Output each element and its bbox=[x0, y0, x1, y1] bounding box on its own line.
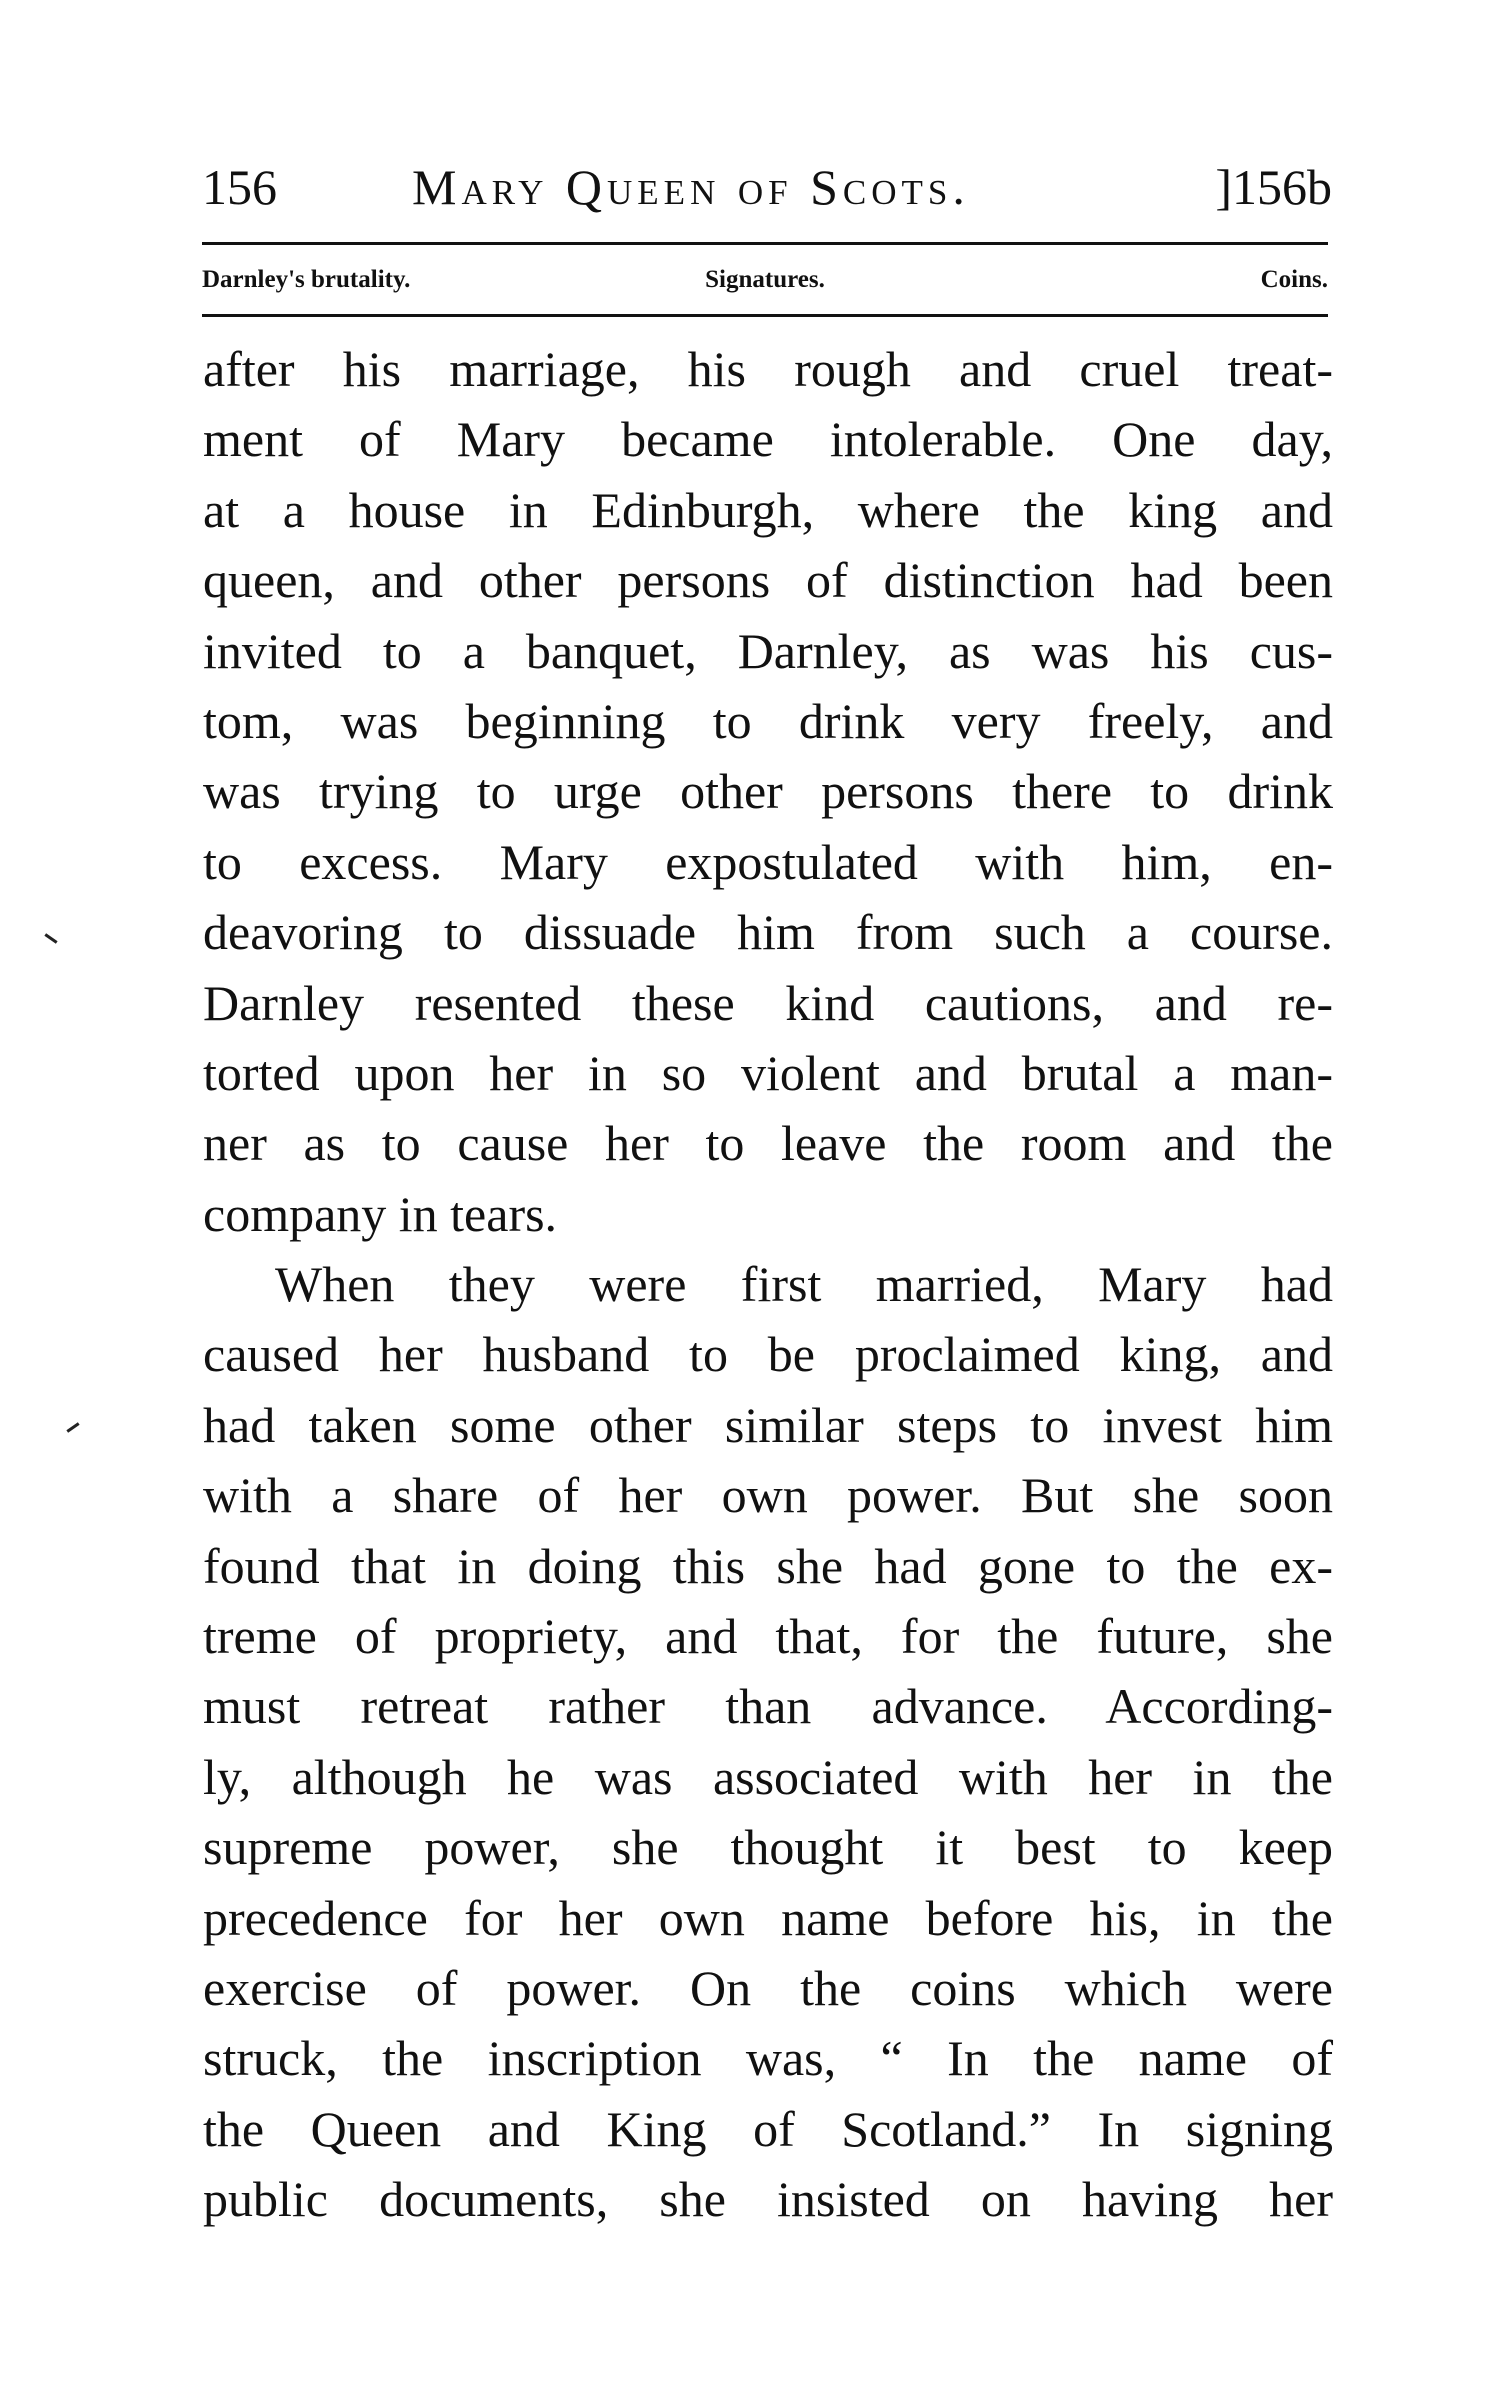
margin-mark bbox=[44, 933, 57, 943]
text-line: struck, the inscription was, “ In the name of bbox=[203, 2030, 1333, 2087]
text-line: deavoring to dissuade him from such a course. bbox=[203, 904, 1333, 961]
text-line: tom, was beginning to drink very freely, and bbox=[203, 692, 1333, 749]
text-line: supreme power, she thought it best to keep bbox=[203, 1819, 1333, 1876]
text-line: was trying to urge other persons there to drink bbox=[203, 763, 1333, 820]
text-line: treme of propriety, and that, for the future, she bbox=[203, 1608, 1333, 1665]
text-line: Darnley resented these kind cautions, and re- bbox=[203, 974, 1333, 1031]
running-title: Mary Queen of Scots. bbox=[412, 159, 970, 215]
text-line: after his marriage, his rough and cruel treat- bbox=[203, 341, 1333, 397]
paragraph-start-line: When they were first married, Mary had bbox=[275, 1256, 1333, 1313]
text-line: torted upon her in so violent and brutal a man- bbox=[203, 1044, 1333, 1101]
text-line: ment of Mary became intolerable. One day, bbox=[203, 411, 1333, 468]
topic-left: Darnley's brutality. bbox=[202, 266, 411, 293]
paragraph-end-line: company in tears. bbox=[203, 1185, 558, 1242]
page-number: 156 bbox=[202, 159, 277, 215]
text-line: with a share of her own power. But she soon bbox=[203, 1467, 1333, 1524]
text-line: precedence for her own name before his, in the bbox=[203, 1889, 1333, 1946]
text-line: the Queen and King of Scotland.” In signing bbox=[203, 2100, 1333, 2157]
text-line: had taken some other similar steps to invest him bbox=[203, 1396, 1333, 1453]
text-line: at a house in Edinburgh, where the king and bbox=[203, 481, 1333, 538]
text-line: ner as to cause her to leave the room and the bbox=[203, 1115, 1333, 1172]
text-line: to excess. Mary expostulated with him, en- bbox=[203, 833, 1333, 890]
text-line: invited to a banquet, Darnley, as was his cus- bbox=[203, 622, 1333, 679]
text-line: public documents, she insisted on having her bbox=[203, 2171, 1333, 2228]
body-text bbox=[203, 334, 1333, 2235]
text-line: must retreat rather than advance. According- bbox=[203, 1678, 1333, 1735]
margin-mark bbox=[66, 1422, 79, 1432]
running-head bbox=[202, 152, 1332, 222]
text-line: caused her husband to be proclaimed king, and bbox=[203, 1326, 1333, 1383]
topic-right: Coins. bbox=[1260, 266, 1328, 293]
text-line: exercise of power. On the coins which were bbox=[203, 1959, 1333, 2016]
topic-center: Signatures. bbox=[705, 266, 825, 293]
header-rule-top bbox=[202, 242, 1328, 245]
text-line: found that in doing this she had gone to the ex- bbox=[203, 1537, 1333, 1594]
page-number-alt: ]156b bbox=[1215, 159, 1332, 215]
text-line: ly, although he was associated with her in the bbox=[203, 1748, 1333, 1805]
topic-line bbox=[202, 260, 1328, 300]
header-rule-bottom bbox=[202, 314, 1328, 317]
text-line: queen, and other persons of distinction had been bbox=[203, 552, 1333, 609]
